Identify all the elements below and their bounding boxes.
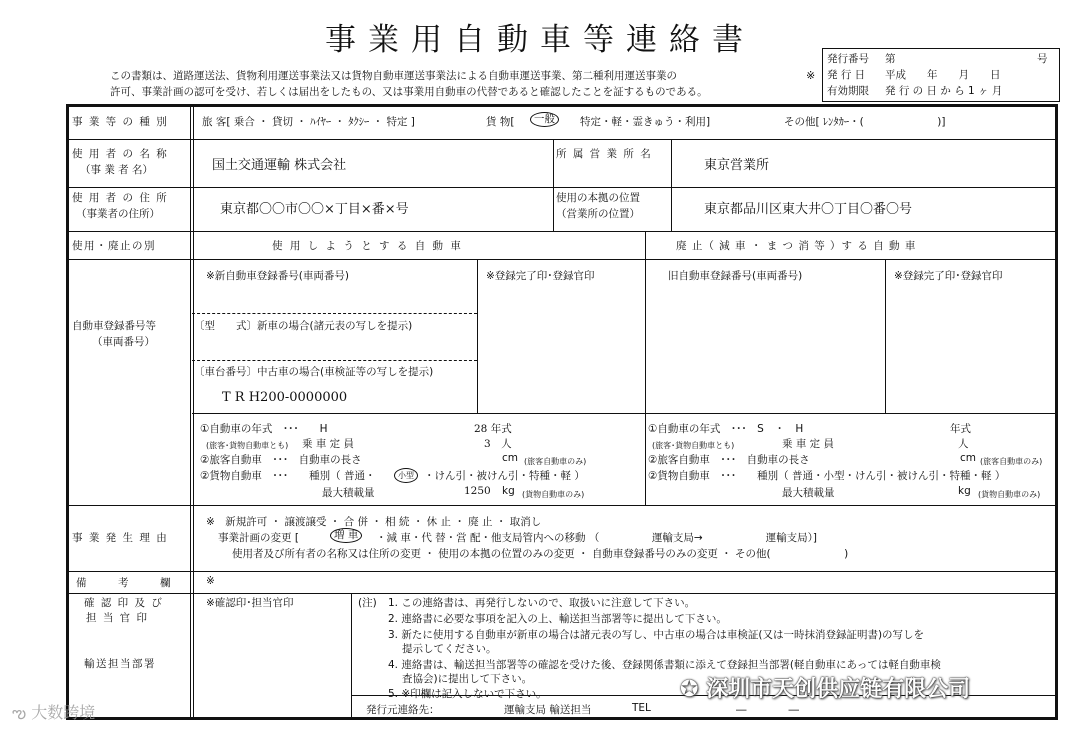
right-length-unit: cm [960,452,977,464]
validity-label: 有効期限 [827,85,869,97]
right-capacity-value: 人 [958,438,969,450]
reason-selected: 増 車 [330,528,362,543]
issuer-dept: 運輸支局 輸送担当 [504,704,592,716]
issuer-label: 発行元連絡先： [366,704,440,716]
issue-date-value: 平成 年 月 日 [885,69,1001,81]
left-length-unit: cm [502,452,519,464]
watermark-right-text: 深圳市天创供应链有限公司 [706,677,971,702]
intro-line-2: 許可、事業計画の認可を受け、若しくは届出をしたもの、又は事業用自動車の代替であると確認したことを証するものである。 [110,86,708,98]
notes-prefix: (注) [358,597,377,609]
watermark-left-icon: ఌ [12,703,32,722]
office-value: 東京営業所 [704,158,770,173]
right-year-value: 年式 [950,423,971,435]
base-location-label: 使用の本拠の位置 [556,192,640,204]
watermark-right [680,672,970,703]
left-max-load-value: 1250 [464,485,491,497]
intro-line-1: この書類は、道路運送法、貨物利用運送事業法又は貨物自動車運送事業法による自動車運送事業、第二種利用運送事業の [110,70,677,82]
left-cargo-type-selected: 小型 [394,468,418,483]
user-address-label: 使 用 者 の 住 所 [72,192,169,204]
left-capacity-label: 乗 車 定 員 [302,438,355,450]
note-4: 4. 連絡書は、輸送担当部署等の確認を受けた後、登録関係書類に添えて登録担当部署(軽自動車にあっては軽自動車検 [388,659,941,671]
reason-line-2a: 事業計画の変更 [ [218,532,299,544]
document-title: 事業用自動車等連絡書 [325,22,755,58]
chassis-number: T R H200-0000000 [222,390,348,405]
issue-number-label: 発行番号 [827,53,869,65]
issuer-tel-value: ― ― [736,704,799,716]
right-capacity-label: 乗 車 定 員 [782,438,835,450]
user-address-sublabel: （事業者の住所） [76,208,160,220]
issuer-tel-label: TEL [632,702,651,714]
registration-label: 自動車登録番号等 [72,320,156,332]
cargo-selected-circle [530,112,559,127]
registration-sublabel: （車両番号） [92,336,155,348]
confirm-seal: ※確認印･担当官印 [206,597,294,609]
new-car-model: 〔型 式〕新車の場合(諸元表の写しを提示) [194,320,413,332]
confirm-label-2: 担 当 官 印 [86,612,149,624]
left-cargo-type-circle [394,468,418,483]
issue-date-label: 発 行 日 [827,69,866,81]
right-capacity-note: (旅客･貨物自動車とも) [652,441,735,450]
new-registration-number: ※新自動車登録番号(車両番号) [206,270,349,282]
right-max-load-note: (貨物自動車のみ) [978,490,1041,499]
confirm-label-1: 確 認 印 及 び [84,597,164,609]
left-length-line: ②旅客自動車 ･･･ 自動車の長さ [200,454,362,466]
old-registration-number: 旧自動車登録番号(車両番号) [668,270,803,282]
base-location-sublabel: （営業所の位置） [556,208,640,220]
note-3b: 提示してください。 [402,643,497,655]
left-capacity-value: 3 人 [484,438,512,450]
left-cargo-type-b: ・けん引・被けん引・特種・軽 ） [424,470,585,482]
right-max-load-label: 最大積載量 [782,487,835,499]
left-length-note: (旅客自動車のみ) [524,457,587,466]
note-3: 3. 新たに使用する自動車が新車の場合は諸元表の写し、中古車の場合は車検証(又は一時抹消登録証明書)の写しを [388,629,925,641]
note-1: 1. この連絡書は、再発行しないので、取扱いに注意して下さい。 [388,597,696,609]
use-vehicle-header: 使 用 し よ う と す る 自 動 車 [272,240,463,252]
remarks-value: ※ [206,575,215,587]
other-options: その他[ ﾚﾝﾀｶｰ・( )] [784,116,946,128]
use-abolish-label: 使用・廃止の別 [72,240,156,252]
issue-number-suffix: 号 [1037,53,1048,65]
used-car-chassis: 〔車台番号〕中古車の場合(車検証等の写しを提示) [194,366,434,378]
old-registration-seal: ※登録完了印･登録官印 [894,270,1003,282]
cargo-options: 特定・軽・霊きゅう・利用] [580,116,711,128]
reason-circle [330,528,362,543]
left-max-load-label: 最大積載量 [322,487,375,499]
reason-line-1: ※ 新規許可 ・ 譲渡譲受 ・ 合 併 ・ 相 続 ・ 休 止 ・ 廃 止 ・ 取消し [206,516,542,528]
validity-value: 発 行 の 日 か ら 1 ヶ 月 [885,85,1003,97]
abolish-vehicle-header: 廃 止（ 減 車 ・ ま つ 消 等 ）す る 自 動 車 [676,240,917,252]
reason-line-2b: ・減 車・代 替・営 配・他支局管内への移動 （ 運輸支局→ 運輸支局）] [376,532,817,544]
user-name-sublabel: （事 業 者 名） [80,164,154,176]
confirm-label-3: 輸送担当部署 [84,658,156,670]
left-max-load-note: (貨物自動車のみ) [522,490,585,499]
office-label: 所 属 営 業 所 名 [556,148,653,160]
user-name-value: 国土交通運輸 株式会社 [212,158,347,173]
cargo-selected: 一般 [530,112,559,127]
user-name-label: 使 用 者 の 名 称 [72,148,169,160]
user-address-value: 東京都〇〇市〇〇×丁目×番×号 [220,202,409,217]
note-4b: 査協会)に提出して下さい。 [402,673,533,685]
watermark-left [12,700,95,726]
base-location-value: 東京都品川区東大井〇丁目〇番〇号 [704,202,913,217]
right-max-load-unit: kg [958,485,971,497]
issue-box [822,48,1060,102]
right-length-note: (旅客自動車のみ) [980,457,1043,466]
left-capacity-note: (旅客･貨物自動車とも) [206,441,289,450]
left-cargo-type-a: ②貨物自動車 ･･･ 種別（ 普通・ [200,470,376,482]
registration-seal: ※登録完了印･登録官印 [486,270,595,282]
note-2: 2. 連絡書に必要な事項を記入の上、輸送担当部署等に提出して下さい。 [388,613,727,625]
left-year-line: ①自動車の年式 ･･･ H [200,423,328,435]
passenger-options: 旅 客[ 乗合 ・ 貸切 ・ ﾊｲﾔｰ ・ ﾀｸｼｰ ・ 特定 ] [202,116,415,128]
business-type-label: 事 業 等 の 種 別 [72,116,169,128]
remarks-label: 備 考 欄 [76,577,171,589]
right-cargo-type: ②貨物自動車 ･･･ 種別（ 普通・小型・けん引・被けん引・特種・軽 ） [648,470,1006,482]
reason-label: 事 業 発 生 理 由 [72,532,169,544]
reason-line-3: 使用者及び所有者の名称又は住所の変更 ・ 使用の本拠の位置のみの変更 ・ 自動車登録番号のみの変更 ・ その他( ) [232,548,849,560]
left-year-value: 28 年式 [474,423,512,435]
right-year-line: ①自動車の年式 ･･･ S ・ H [648,423,804,435]
wechat-icon: ✪ [680,677,707,702]
right-length-line: ②旅客自動車 ･･･ 自動車の長さ [648,454,810,466]
watermark-left-text: 大数跨境 [31,703,96,722]
note-mark: ※ [806,69,816,82]
cargo-prefix: 貨 物[ [486,116,515,128]
note-5: 5. ※印欄は記入しないで下さい。 [388,688,547,700]
issue-number-prefix: 第 [885,53,896,65]
left-max-load-unit: kg [502,485,515,497]
